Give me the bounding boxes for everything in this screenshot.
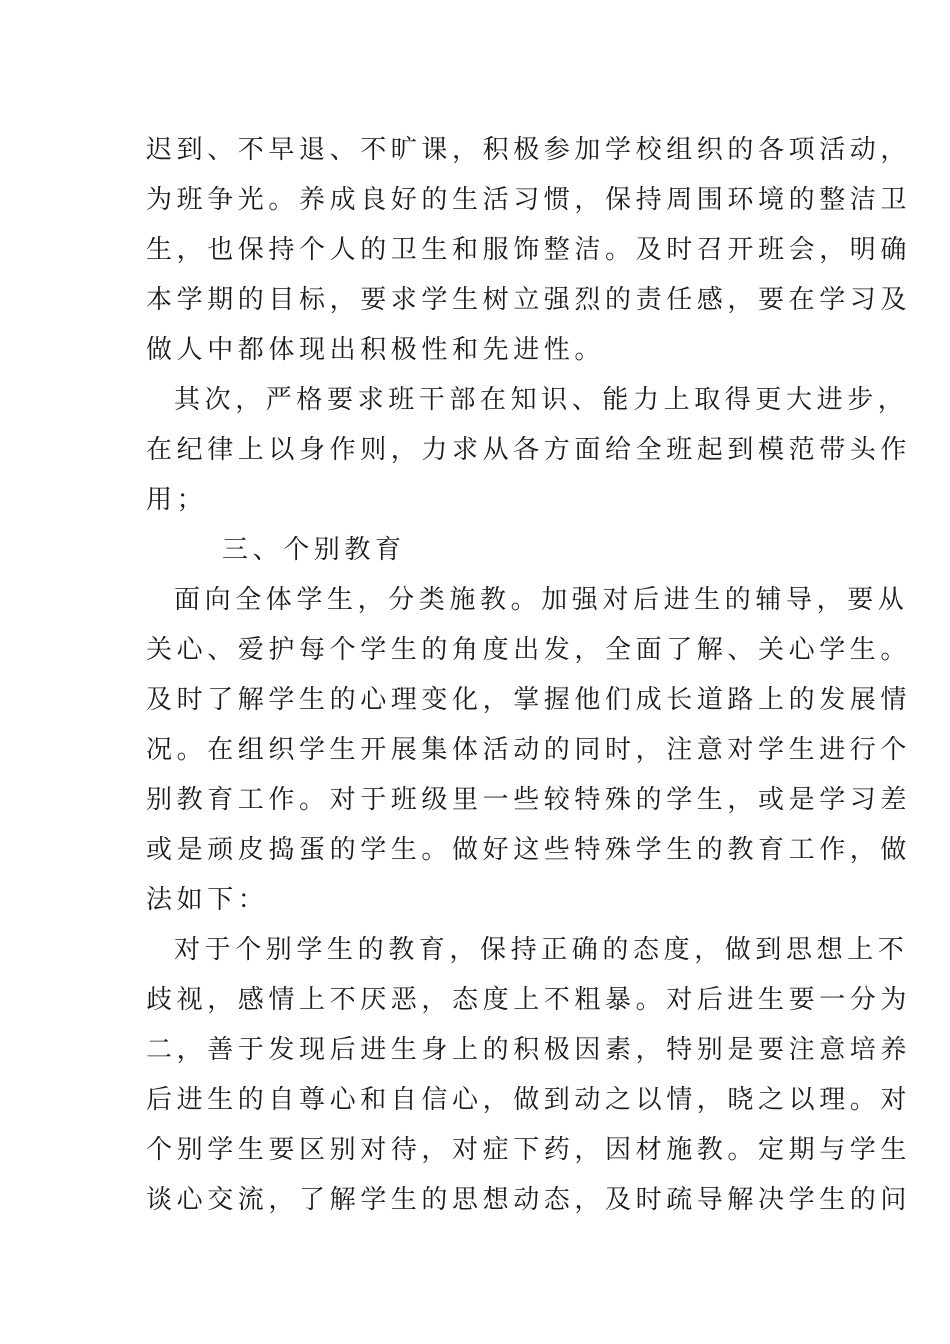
- text-line: 歧视，感情上不厌恶，态度上不粗暴。对后进生要一分为: [146, 985, 912, 1015]
- paragraph-start-line: 面向全体学生，分类施教。加强对后进生的辅导，要从: [174, 585, 909, 615]
- text-line: 生，也保持个人的卫生和服饰整洁。及时召开班会，明确: [146, 235, 912, 265]
- section-heading: 三、个别教育: [222, 535, 406, 565]
- text-line: 在纪律上以身作则，力求从各方面给全班起到模范带头作: [146, 435, 912, 465]
- text-line: 个别学生要区别对待，对症下药，因材施教。定期与学生: [146, 1135, 912, 1165]
- text-line: 做人中都体现出积极性和先进性。: [146, 335, 606, 365]
- text-line: 迟到、不早退、不旷课，积极参加学校组织的各项活动，: [146, 135, 912, 165]
- text-line: 本学期的目标，要求学生树立强烈的责任感，要在学习及: [146, 285, 912, 315]
- text-line: 或是顽皮捣蛋的学生。做好这些特殊学生的教育工作，做: [146, 835, 912, 865]
- text-line: 法如下：: [146, 885, 269, 915]
- text-line: 用；: [146, 485, 208, 515]
- text-line: 为班争光。养成良好的生活习惯，保持周围环境的整洁卫: [146, 185, 912, 215]
- paragraph-start-line: 其次，严格要求班干部在知识、能力上取得更大进步，: [174, 385, 909, 415]
- text-line: 别教育工作。对于班级里一些较特殊的学生，或是学习差: [146, 785, 912, 815]
- text-line: 关心、爱护每个学生的角度出发，全面了解、关心学生。: [146, 635, 912, 665]
- paragraph-start-line: 对于个别学生的教育，保持正确的态度，做到思想上不: [174, 935, 909, 965]
- text-line: 谈心交流，了解学生的思想动态，及时疏导解决学生的问: [146, 1185, 912, 1215]
- text-line: 后进生的自尊心和自信心，做到动之以情，晓之以理。对: [146, 1085, 912, 1115]
- text-line: 况。在组织学生开展集体活动的同时，注意对学生进行个: [146, 735, 912, 765]
- text-line: 及时了解学生的心理变化，掌握他们成长道路上的发展情: [146, 685, 912, 715]
- text-line: 二，善于发现后进生身上的积极因素，特别是要注意培养: [146, 1035, 912, 1065]
